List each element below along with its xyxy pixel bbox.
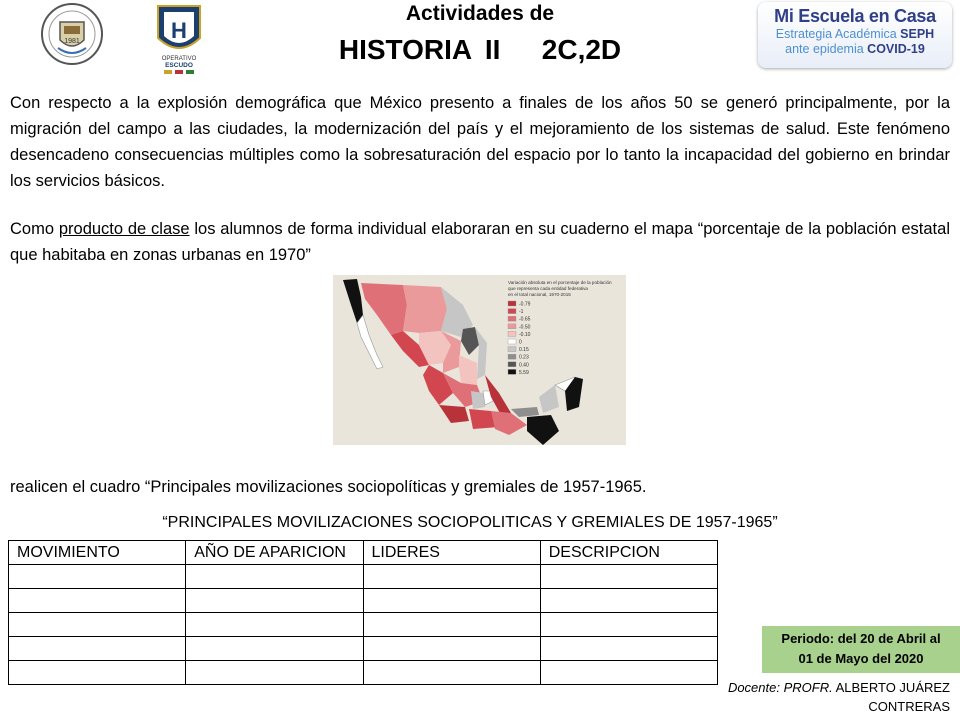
map-legend-title-3: en el total nacional, 1970-2015 [508, 292, 571, 297]
map-legend-label: 0.23 [519, 354, 529, 361]
col-header-lideres: LIDERES [363, 541, 540, 565]
table-cell[interactable] [9, 661, 186, 685]
mi-escuela-en-casa-logo [758, 2, 952, 68]
map-legend-label: 0 [519, 339, 522, 346]
seal-year: 1981 [64, 38, 80, 45]
table-row [9, 637, 718, 661]
docente-name: ALBERTO JUÁREZ [835, 680, 950, 695]
escudo-label: ESCUDO [165, 62, 193, 69]
map-legend-label: 5.59 [519, 369, 529, 376]
operativo-label: OPERATIVO [161, 56, 197, 62]
mi-escuela-brand: Mi Escuela en Casa [774, 6, 936, 26]
table-cell[interactable] [540, 565, 717, 589]
map-state-campeche [539, 385, 559, 413]
map-state-edomex [471, 391, 485, 409]
docente-label: Docente: PROFR. [727, 680, 833, 695]
map-legend-swatch [508, 301, 516, 306]
operativo-escudo-logo [150, 2, 208, 76]
table-cell[interactable] [9, 565, 186, 589]
table-cell[interactable] [540, 661, 717, 685]
col-header-descripcion: DESCRIPCION [540, 541, 717, 565]
map-state-baja-norte [343, 279, 363, 323]
map-legend-swatch [508, 309, 516, 314]
map-state-michoacan [439, 405, 469, 423]
map-legend-label: 0.40 [519, 362, 529, 369]
school-seal-logo [40, 2, 104, 66]
table-cell[interactable] [363, 589, 540, 613]
table-cell[interactable] [363, 661, 540, 685]
map-state-tabasco [511, 407, 539, 417]
map-legend-label: -0.10 [519, 331, 531, 338]
map-state-jalisco [423, 365, 453, 405]
svg-text:Variación absoluta en el porce [508, 280, 613, 297]
movilizaciones-table [8, 540, 718, 685]
table-cell[interactable] [186, 565, 363, 589]
table-cell[interactable] [186, 613, 363, 637]
mi-escuela-line2: ante epidemia COVID-19 [785, 42, 925, 56]
map-legend-swatch [508, 316, 516, 321]
table-cell[interactable] [540, 589, 717, 613]
map-legend-label: -1 [519, 309, 524, 316]
map-legend-title-1: Variación absoluta en el porcentaje de la población [508, 280, 612, 285]
table-cell[interactable] [363, 613, 540, 637]
table-cell[interactable] [363, 565, 540, 589]
map-legend-label: -0.79 [519, 301, 531, 308]
map-legend-title-2: que representa cada entidad federativa [508, 286, 588, 291]
table-cell[interactable] [363, 637, 540, 661]
table-cell[interactable] [540, 637, 717, 661]
map-state-slp [459, 355, 477, 385]
instruction-paragraph: Como producto de clase los alumnos de forma individual elaboraran en su cuaderno el mapa “porcentaje de la población estatal que habitaba en zonas urbanas en 1970” [10, 220, 950, 264]
map-legend-label: -0.50 [519, 324, 531, 331]
docente-name-2: CONTRERAS [868, 699, 950, 714]
periodo-box [762, 626, 960, 673]
periodo-line1: Periodo: del 20 de Abril al [781, 631, 941, 646]
table-cell[interactable] [540, 613, 717, 637]
table-row [9, 613, 718, 637]
table-row [9, 565, 718, 589]
intro-paragraph: Con respecto a la explosión demográfica que México presento a finales de los años 50 se generó principalmente, por la migración del campo a las ciudades, la modernización del país y el mejoramiento de los sistemas de salud. Este fenómeno desencadeno consecuencias múltiples como la sobresaturación del espacio por lo tanto la incapacidad del gobierno en brindar los servicios básicos. [10, 94, 950, 190]
map-legend-swatch [508, 362, 516, 367]
periodo-line2: 01 de Mayo del 2020 [798, 651, 924, 666]
map-state-baja-sur [357, 315, 383, 369]
table-row [9, 589, 718, 613]
map-state-sonora [361, 283, 407, 335]
map-legend-swatch [508, 354, 516, 359]
table-instruction-paragraph: realicen el cuadro “Principales movilizaciones sociopolíticas y gremiales de 1957-1965. [10, 478, 647, 496]
col-header-movimiento: MOVIMIENTO [9, 541, 186, 565]
producto-de-clase-underlined: producto de clase [58, 220, 190, 238]
map-legend-swatch [508, 339, 516, 344]
map-legend-label: 0.15 [519, 347, 529, 354]
table-header-row [9, 541, 718, 565]
page-title-line2: HISTORIA II 2C,2D [338, 34, 622, 65]
map-legend-swatch [508, 324, 516, 329]
svg-text:H: H [171, 18, 187, 43]
table-cell[interactable] [186, 589, 363, 613]
map-legend-swatch [508, 369, 516, 374]
table-cell[interactable] [186, 661, 363, 685]
table-cell[interactable] [9, 613, 186, 637]
mexico-population-map [333, 275, 626, 445]
map-state-chihuahua [403, 285, 447, 333]
mi-escuela-line1: Estrategia Académica SEPH [775, 27, 935, 41]
map-legend-swatch [508, 347, 516, 352]
col-header-ano: AÑO DE APARICION [186, 541, 363, 565]
map-legend-swatch [508, 331, 516, 336]
table-title: “PRINCIPALES MOVILIZACIONES SOCIOPOLITICAS Y GREMIALES DE 1957-1965” [162, 514, 778, 531]
page-title-line1: Actividades de [405, 2, 555, 25]
table-cell[interactable] [186, 637, 363, 661]
map-legend-label: -0.65 [519, 316, 531, 323]
table-row [9, 661, 718, 685]
table-cell[interactable] [9, 589, 186, 613]
table-cell[interactable] [9, 637, 186, 661]
docente-credit [700, 678, 950, 716]
map-state-chiapas [527, 415, 559, 445]
